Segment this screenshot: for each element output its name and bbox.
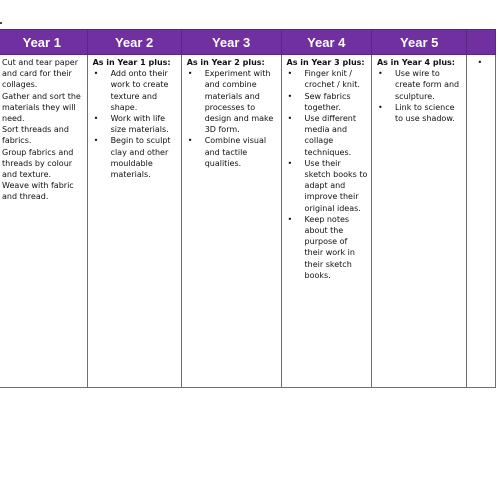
header-year-1: Year 1 xyxy=(0,30,87,55)
list-item: • Sew fabrics together. xyxy=(287,91,368,113)
header-year-4: Year 4 xyxy=(281,30,371,55)
year-1-line: Sort threads and xyxy=(2,125,69,135)
header-year-3: Year 3 xyxy=(181,30,281,55)
year-1-line: and thread. xyxy=(2,192,49,202)
list-item: • Experiment with and combine materials and processes to design and make 3D form. xyxy=(187,68,278,135)
year-2-list xyxy=(93,68,178,180)
year-1-line: fabrics. xyxy=(2,136,32,146)
table-header-row xyxy=(0,30,496,55)
year-1-line: collages. xyxy=(2,80,38,90)
list-item: • Finger knit / crochet / knit. xyxy=(287,68,368,90)
year-2-heading: As in Year 1 plus: xyxy=(92,58,171,67)
year-1-line: and texture. xyxy=(2,170,52,180)
bullet-icon xyxy=(472,58,482,67)
art-progression-table xyxy=(0,29,496,388)
corner-mark xyxy=(0,22,2,24)
header-year-2: Year 2 xyxy=(87,30,181,55)
year-1-line: need. xyxy=(2,114,25,124)
list-item: • Begin to sculpt clay and other mouldable materials. xyxy=(93,135,178,180)
list-item: • Keep notes about the purpose of their work in their sketch books. xyxy=(287,214,368,281)
year-1-line: Group fabrics and xyxy=(2,147,74,157)
list-item: • Add onto their work to create texture and shape. xyxy=(93,68,178,113)
year-1-line: threads by colour xyxy=(2,158,73,168)
year-6-cell-partial xyxy=(467,55,496,388)
year-1-cell xyxy=(0,55,87,388)
header-year-6-partial xyxy=(467,30,496,55)
year-5-heading: As in Year 4 plus: xyxy=(376,58,455,67)
year-3-heading: As in Year 2 plus: xyxy=(186,58,265,67)
year-3-cell xyxy=(181,55,281,388)
year-1-line: Weave with fabric xyxy=(2,181,74,191)
list-item: • Use different media and collage techniques. xyxy=(287,113,368,158)
list-item: • Use their sketch books to adapt and improve their original ideas. xyxy=(287,158,368,214)
list-item: • Use wire to create form and sculpture. xyxy=(377,68,464,102)
year-3-list xyxy=(187,68,278,169)
year-1-line: and card for their xyxy=(2,69,72,79)
list-item: • Work with life size materials. xyxy=(93,113,178,135)
table-body-row xyxy=(0,55,496,388)
year-4-heading: As in Year 3 plus: xyxy=(286,58,365,67)
list-item: • Link to science to use shadow. xyxy=(377,102,464,124)
year-1-line: Cut and tear paper xyxy=(2,58,78,67)
year-1-line: materials they will xyxy=(2,102,76,112)
header-year-5: Year 5 xyxy=(371,30,467,55)
year-4-cell xyxy=(281,55,371,388)
year-5-cell xyxy=(371,55,467,388)
year-2-cell xyxy=(87,55,181,388)
year-4-list xyxy=(287,68,368,281)
year-1-line: Gather and sort the xyxy=(2,91,81,101)
year-5-list xyxy=(377,68,464,124)
list-item: • Combine visual and tactile qualities. xyxy=(187,135,278,169)
